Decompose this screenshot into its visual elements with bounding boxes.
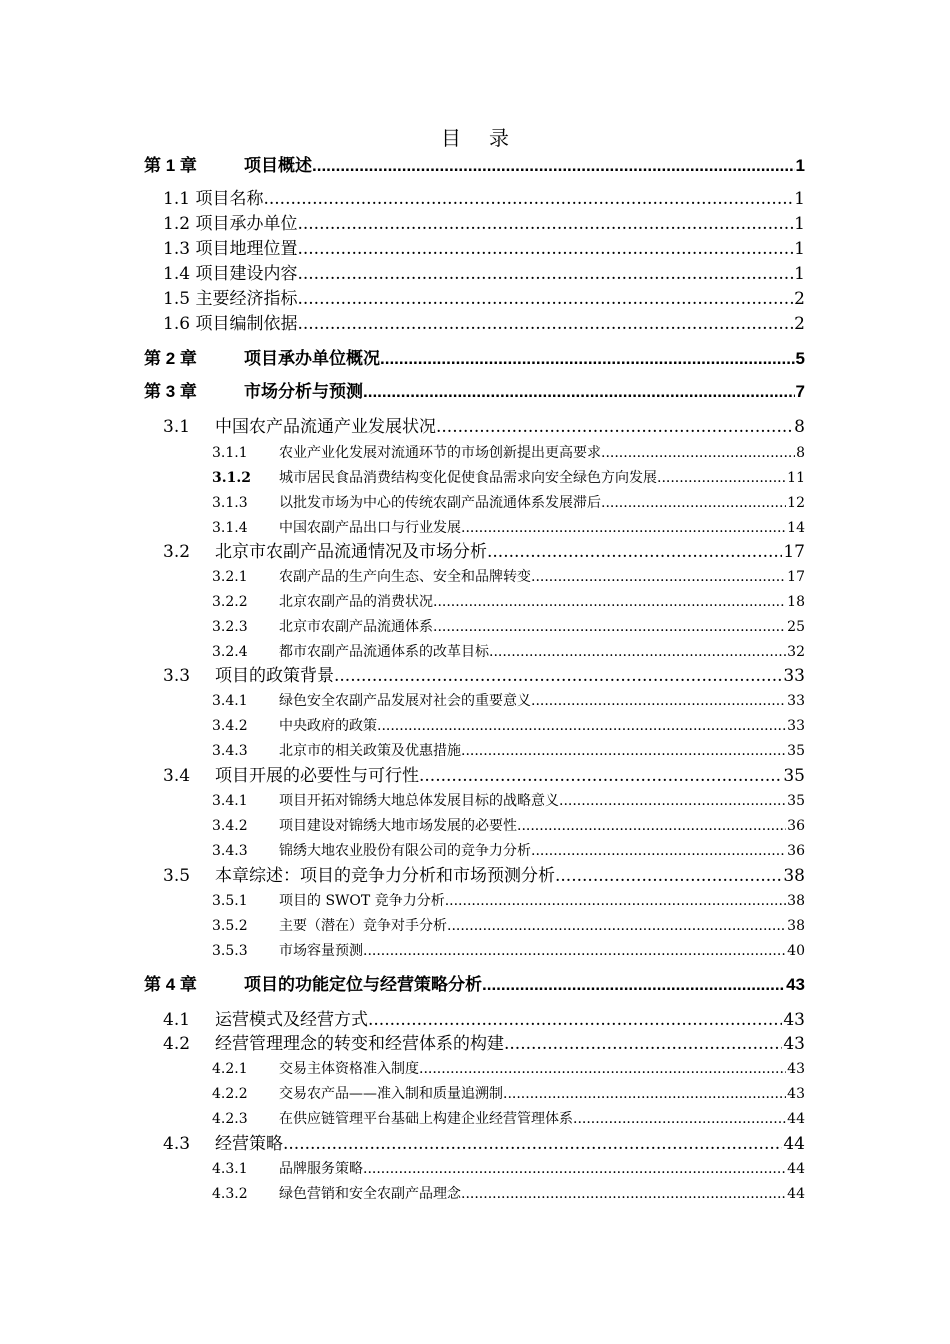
toc-entry-sub[interactable]	[0, 467, 950, 489]
toc-entry-page-number: 40	[787, 943, 805, 959]
toc-entry-title: 农副产品的生产向生态、安全和品牌转变	[279, 569, 531, 585]
dot-leader	[601, 492, 786, 514]
toc-entry-number: 第 4 章	[144, 975, 197, 994]
toc-entry-leader-line	[215, 1132, 805, 1156]
toc-entry-page-number: 8	[794, 417, 805, 437]
toc-entry-title: 都市农副产品流通体系的改革目标	[279, 644, 489, 660]
toc-entry-page-number: 33	[787, 718, 805, 734]
toc-entry-number: 3.4.2	[212, 718, 248, 734]
toc-entry-leader-line	[279, 740, 805, 762]
toc-entry-leader-line	[215, 664, 805, 688]
dot-leader	[445, 890, 786, 912]
toc-entry-page-number: 44	[783, 1134, 805, 1154]
toc-entry-page-number: 43	[786, 975, 805, 994]
toc-entry-number: 3.4.1	[212, 793, 248, 809]
dot-leader	[419, 764, 782, 788]
dot-leader	[504, 1032, 782, 1056]
toc-entry-number: 第 2 章	[144, 349, 197, 368]
toc-entry-title: 项目建设对锦绣大地市场发展的必要性	[279, 818, 517, 834]
toc-entry-sub[interactable]	[0, 1158, 950, 1180]
toc-entry-leader-line	[279, 1108, 805, 1130]
dot-leader	[559, 790, 786, 812]
dot-leader	[263, 187, 793, 211]
toc-entry-sub[interactable]	[0, 940, 950, 962]
toc-entry-page-number: 11	[787, 470, 805, 486]
toc-entry-page-number: 33	[787, 693, 805, 709]
toc-entry-number: 3.2	[163, 542, 191, 562]
toc-entry-number: 3.4.2	[212, 818, 248, 834]
toc-entry-leader-line	[279, 616, 805, 638]
toc-entry-page-number: 12	[787, 495, 805, 511]
toc-entry-number: 4.3.1	[212, 1161, 248, 1177]
toc-entry-sub[interactable]	[0, 1058, 950, 1080]
toc-entry-number: 3.5.3	[212, 943, 248, 959]
toc-entry-number: 第 1 章	[144, 156, 197, 175]
dot-leader	[531, 566, 786, 588]
dot-leader	[419, 1058, 786, 1080]
toc-entry-title: 项目开拓对锦绣大地总体发展目标的战略意义	[279, 793, 559, 809]
dot-leader	[297, 262, 793, 286]
toc-entry-chapter[interactable]	[0, 347, 950, 371]
toc-entry-page-number: 43	[783, 1034, 805, 1054]
toc-entry-leader-line	[279, 890, 805, 912]
dot-leader	[482, 973, 785, 997]
toc-entry-title: 项目概述	[244, 156, 312, 175]
dot-leader	[377, 715, 786, 737]
toc-entry-sub[interactable]	[0, 790, 950, 812]
toc-entry-title: 中央政府的政策	[279, 718, 377, 734]
toc-entry-number: 3.4	[163, 766, 191, 786]
toc-entry-leader-line	[163, 187, 805, 211]
toc-entry-number: 4.1	[163, 1010, 191, 1030]
toc-entry-title: 绿色营销和安全农副产品理念	[279, 1186, 461, 1202]
toc-entry-sub[interactable]	[0, 715, 950, 737]
dot-leader	[555, 864, 782, 888]
toc-entry-page-number: 1	[794, 264, 805, 284]
toc-entry-chapter[interactable]	[0, 380, 950, 404]
toc-entry-leader-line	[244, 347, 805, 371]
toc-entry-page-number: 7	[795, 382, 805, 401]
dot-leader	[487, 540, 782, 564]
toc-entry-title: 经营管理理念的转变和经营体系的构建	[215, 1034, 504, 1054]
toc-entry-leader-line	[279, 915, 805, 937]
toc-entry-number: 4.2.1	[212, 1061, 248, 1077]
toc-entry-page-number: 8	[796, 445, 805, 461]
dot-leader	[573, 1108, 786, 1130]
toc-entry-sub[interactable]	[0, 815, 950, 837]
toc-entry-leader-line	[163, 287, 805, 311]
toc-entry-leader-line	[279, 492, 805, 514]
toc-entry-leader-line	[279, 1083, 805, 1105]
toc-entry-sec1[interactable]	[0, 237, 950, 261]
toc-entry-leader-line	[279, 566, 805, 588]
toc-entry-title: 运营模式及经营方式	[215, 1010, 368, 1030]
toc-entry-sec1[interactable]	[0, 212, 950, 236]
toc-entry-sec1[interactable]	[0, 262, 950, 286]
toc-entry-title: 中国农产品流通产业发展状况	[215, 417, 436, 437]
toc-entry-leader-line	[163, 262, 805, 286]
toc-entry-leader-line	[279, 1158, 805, 1180]
toc-entry-sec[interactable]	[0, 864, 950, 888]
toc-entry-leader-line	[279, 641, 805, 663]
toc-entry-sub[interactable]	[0, 566, 950, 588]
toc-entry-page-number: 36	[787, 843, 805, 859]
toc-entry-number: 3.4.1	[212, 693, 248, 709]
dot-leader	[363, 380, 795, 404]
toc-entry-leader-line	[163, 237, 805, 261]
dot-leader	[297, 237, 793, 261]
dot-leader	[601, 442, 795, 464]
toc-entry-sub[interactable]	[0, 1108, 950, 1130]
toc-entry-number: 3.2.1	[212, 569, 248, 585]
toc-entry-title: 经营策略	[215, 1134, 283, 1154]
toc-entry-sub[interactable]	[0, 492, 950, 514]
toc-entry-page-number: 35	[783, 766, 805, 786]
toc-entry-title: 项目的政策背景	[215, 666, 334, 686]
toc-entry-sub[interactable]	[0, 890, 950, 912]
toc-entry-sub[interactable]	[0, 1183, 950, 1205]
toc-entry-sub[interactable]	[0, 740, 950, 762]
toc-entry-leader-line	[163, 212, 805, 236]
toc-entry-title: 中国农副产品出口与行业发展	[279, 520, 461, 536]
toc-entry-page-number: 25	[787, 619, 805, 635]
toc-entry-page-number: 1	[794, 239, 805, 259]
dot-leader	[461, 517, 786, 539]
toc-entry-title: 北京市的相关政策及优惠措施	[279, 743, 461, 759]
toc-entry-title: 1.4 项目建设内容	[163, 264, 298, 284]
toc-entry-number: 3.5	[163, 866, 191, 886]
toc-entry-number: 3.3	[163, 666, 191, 686]
toc-entry-title: 主要（潜在）竞争对手分析	[279, 918, 447, 934]
dot-leader	[489, 641, 786, 663]
dot-leader	[531, 690, 786, 712]
toc-entry-page-number: 1	[794, 214, 805, 234]
toc-entry-leader-line	[279, 715, 805, 737]
toc-entry-number: 3.1	[163, 417, 191, 437]
toc-entry-title: 北京市农副产品流通体系	[279, 619, 433, 635]
dot-leader	[312, 154, 795, 178]
dot-leader	[433, 591, 786, 613]
toc-entry-sub[interactable]	[0, 1083, 950, 1105]
dot-leader	[283, 1132, 782, 1156]
toc-entry-leader-line	[244, 973, 805, 997]
toc-entry-page-number: 38	[783, 866, 805, 886]
toc-entry-title: 市场分析与预测	[244, 382, 363, 401]
dot-leader	[531, 840, 786, 862]
toc-entry-number: 3.2.3	[212, 619, 248, 635]
toc-entry-leader-line	[215, 864, 805, 888]
dot-leader	[461, 740, 786, 762]
toc-entry-sec[interactable]	[0, 540, 950, 564]
toc-entry-leader-line	[163, 312, 805, 336]
toc-entry-page-number: 1	[794, 189, 805, 209]
toc-entry-title: 绿色安全农副产品发展对社会的重要意义	[279, 693, 531, 709]
toc-entry-number: 4.3	[163, 1134, 191, 1154]
toc-entry-page-number: 38	[787, 918, 805, 934]
toc-entry-page-number: 43	[783, 1010, 805, 1030]
toc-entry-chapter[interactable]	[0, 973, 950, 997]
toc-entry-leader-line	[279, 517, 805, 539]
toc-entry-page-number: 44	[787, 1161, 805, 1177]
toc-entry-page-number: 33	[783, 666, 805, 686]
toc-entry-title: 交易农产品——准入制和质量追溯制	[279, 1086, 503, 1102]
toc-entry-number: 3.1.3	[212, 495, 248, 511]
toc-entry-leader-line	[279, 940, 805, 962]
dot-leader	[363, 940, 786, 962]
toc-entry-number: 3.2.4	[212, 644, 248, 660]
toc-entry-page-number: 14	[787, 520, 805, 536]
toc-entry-sec1[interactable]	[0, 187, 950, 211]
toc-entry-sec[interactable]	[0, 664, 950, 688]
toc-entry-page-number: 43	[787, 1061, 805, 1077]
toc-entry-title: 1.1 项目名称	[163, 189, 264, 209]
toc-entry-sub[interactable]	[0, 690, 950, 712]
toc-entry-page-number: 38	[787, 893, 805, 909]
toc-entry-number: 3.1.4	[212, 520, 248, 536]
toc-entry-sub[interactable]	[0, 616, 950, 638]
toc-entry-number: 3.1.1	[212, 445, 248, 461]
toc-entry-title: 市场容量预测	[279, 943, 363, 959]
dot-leader	[363, 1158, 786, 1180]
toc-entry-page-number: 35	[787, 793, 805, 809]
toc-entry-sub[interactable]	[0, 591, 950, 613]
toc-entry-number: 4.2	[163, 1034, 191, 1054]
toc-entry-page-number: 2	[794, 314, 805, 334]
toc-entry-title: 城市居民食品消费结构变化促使食品需求向安全绿色方向发展	[279, 470, 657, 486]
toc-entry-number: 4.2.2	[212, 1086, 248, 1102]
toc-entry-number: 第 3 章	[144, 382, 197, 401]
toc-entry-sub[interactable]	[0, 840, 950, 862]
toc-entry-title: 品牌服务策略	[279, 1161, 363, 1177]
dot-leader	[297, 312, 793, 336]
dot-leader	[657, 467, 786, 489]
toc-entry-title: 北京市农副产品流通情况及市场分析	[215, 542, 487, 562]
toc-entry-leader-line	[215, 415, 805, 439]
toc-entry-leader-line	[279, 442, 805, 464]
toc-entry-leader-line	[279, 790, 805, 812]
dot-leader	[447, 915, 786, 937]
toc-entry-leader-line	[215, 540, 805, 564]
toc-entry-leader-line	[244, 154, 805, 178]
toc-entry-page-number: 17	[787, 569, 805, 585]
toc-entry-leader-line	[279, 815, 805, 837]
toc-entry-leader-line	[279, 690, 805, 712]
toc-entry-title: 1.5 主要经济指标	[163, 289, 298, 309]
toc-entry-number: 4.2.3	[212, 1111, 248, 1127]
toc-entry-page-number: 32	[787, 644, 805, 660]
toc-entry-sec1[interactable]	[0, 312, 950, 336]
toc-entry-page-number: 44	[787, 1186, 805, 1202]
dot-leader	[503, 1083, 786, 1105]
toc-entry-sec1[interactable]	[0, 287, 950, 311]
toc-entry-number: 3.5.2	[212, 918, 248, 934]
dot-leader	[334, 664, 782, 688]
dot-leader	[517, 815, 786, 837]
toc-entry-title: 1.6 项目编制依据	[163, 314, 298, 334]
dot-leader	[297, 287, 793, 311]
toc-entry-sub[interactable]	[0, 915, 950, 937]
toc-entry-title: 项目开展的必要性与可行性	[215, 766, 419, 786]
toc-entry-page-number: 5	[795, 349, 805, 368]
toc-entry-title: 农业产业化发展对流通环节的市场创新提出更高要求	[279, 445, 601, 461]
dot-leader	[436, 415, 793, 439]
toc-entry-leader-line	[215, 1008, 805, 1032]
toc-entry-sec[interactable]	[0, 1008, 950, 1032]
toc-entry-title: 交易主体资格准入制度	[279, 1061, 419, 1077]
toc-entry-number: 3.4.3	[212, 843, 248, 859]
dot-leader	[433, 616, 786, 638]
toc-entry-leader-line	[215, 764, 805, 788]
dot-leader	[297, 212, 793, 236]
toc-entry-leader-line	[215, 1032, 805, 1056]
toc-entry-sec[interactable]	[0, 1032, 950, 1056]
toc-entry-title: 1.2 项目承办单位	[163, 214, 298, 234]
toc-entry-page-number: 1	[795, 156, 805, 175]
toc-entry-leader-line	[279, 1058, 805, 1080]
toc-entry-sub[interactable]	[0, 641, 950, 663]
toc-entry-title: 本章综述：项目的竞争力分析和市场预测分析	[215, 866, 555, 886]
toc-entry-page-number: 35	[787, 743, 805, 759]
toc-entry-leader-line	[279, 1183, 805, 1205]
toc-entry-number: 3.1.2	[212, 470, 251, 486]
toc-entry-title: 北京农副产品的消费状况	[279, 594, 433, 610]
toc-entry-leader-line	[279, 467, 805, 489]
toc-entry-sec[interactable]	[0, 764, 950, 788]
dot-leader	[461, 1183, 786, 1205]
toc-entry-number: 3.2.2	[212, 594, 248, 610]
toc-entry-title: 以批发市场为中心的传统农副产品流通体系发展滞后	[279, 495, 601, 511]
toc-entry-leader-line	[279, 591, 805, 613]
toc-entry-page-number: 18	[787, 594, 805, 610]
toc-entry-page-number: 44	[787, 1111, 805, 1127]
page-title: 目录	[441, 126, 537, 150]
toc-entry-title: 项目承办单位概况	[244, 349, 380, 368]
toc-entry-title: 项目的 SWOT 竞争力分析	[279, 893, 445, 909]
toc-entry-sub[interactable]	[0, 442, 950, 464]
toc-entry-leader-line	[244, 380, 805, 404]
toc-entry-number: 4.3.2	[212, 1186, 248, 1202]
toc-entry-page-number: 36	[787, 818, 805, 834]
toc-entry-title: 锦绣大地农业股份有限公司的竞争力分析	[279, 843, 531, 859]
toc-entry-chapter[interactable]	[0, 154, 950, 178]
toc-entry-title: 项目的功能定位与经营策略分析	[244, 975, 482, 994]
toc-entry-sec[interactable]	[0, 415, 950, 439]
toc-entry-title: 在供应链管理平台基础上构建企业经营管理体系	[279, 1111, 573, 1127]
toc-entry-number: 3.5.1	[212, 893, 248, 909]
dot-leader	[380, 347, 795, 371]
toc-entry-sec[interactable]	[0, 1132, 950, 1156]
toc-entry-number: 3.4.3	[212, 743, 248, 759]
toc-entry-page-number: 2	[794, 289, 805, 309]
toc-entry-page-number: 43	[787, 1086, 805, 1102]
toc-entry-leader-line	[279, 840, 805, 862]
toc-entry-title: 1.3 项目地理位置	[163, 239, 298, 259]
toc-entry-page-number: 17	[783, 542, 805, 562]
dot-leader	[368, 1008, 782, 1032]
toc-entry-sub[interactable]	[0, 517, 950, 539]
